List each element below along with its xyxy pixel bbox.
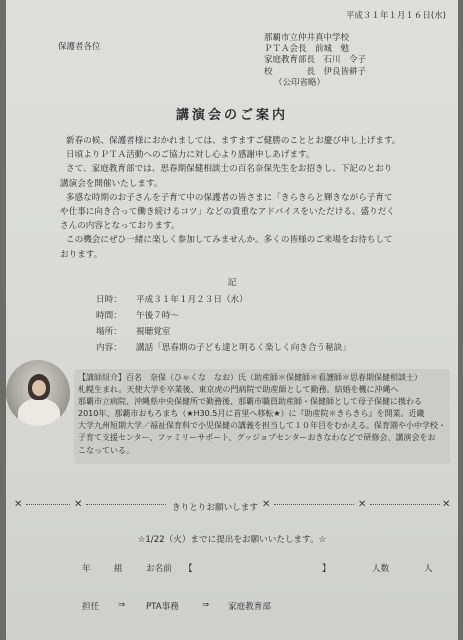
attendee-count-unit: 人 <box>424 564 433 574</box>
sender-line-dept: 家庭教育部長 石川 令子 <box>264 55 367 66</box>
detail-place: 場所： 視聴覚室 <box>96 327 171 337</box>
detail-content: 内容： 講話「思春期の子ども達と明るく楽しく向き合う秘訣」 <box>96 343 351 353</box>
name-field-bracket-open: 【 <box>184 564 193 574</box>
route-arrow-icon: ⇒ <box>202 600 210 610</box>
detail-time: 時間： 午後７時～ <box>96 311 179 321</box>
profile-line: 札幌生まれ。天使大学を卒業後、東京虎の門病院で助産師として勤務。結婚を機に沖縄へ <box>78 385 399 395</box>
name-field-bracket-close: 】 <box>322 564 331 574</box>
body-line: おります。 <box>60 249 103 260</box>
sender-line-principal: 校 長 伊良皆耕子 <box>264 66 367 77</box>
event-details <box>96 292 351 356</box>
profile-line: こなっている。 <box>78 445 134 455</box>
body-line: や仕事に向き合って働き続けるコツ」などの貴重なアドバイスをいただける、盛りだく <box>60 207 395 218</box>
document-page <box>6 0 458 640</box>
cut-mark-icon: ✕ <box>262 499 271 510</box>
sender-line-pta: ＰＴＡ会長 前城 勉 <box>264 44 350 55</box>
speaker-profile <box>78 372 450 457</box>
route-arrow-icon: ⇒ <box>118 600 126 610</box>
profile-line: 那覇市立病院、沖縄県中央保健所で勤務後、那覇市職員助産師・保健師として母子保健に携わる <box>78 397 422 407</box>
sender-line-seal: （公印省略） <box>274 77 326 88</box>
attendee-count-label: 人数 <box>372 564 390 574</box>
body-line: 新春の候、保護者様におかれましては、ますますご健勝のこととお慶び申し上げます。 <box>66 136 401 146</box>
class-field-label: 組 <box>114 564 123 574</box>
cut-mark-icon: ✕ <box>358 499 367 510</box>
body-line: この機会にぜひ一緒に楽しく参加してみませんか。多くの皆様のご来場をお待ちして <box>66 235 393 246</box>
body-line: 講演会を開催いたします。 <box>60 178 163 189</box>
profile-heading: 【講師紹介】百名 奈保（ひゃくな なお）氏（助産師＊保健師＊看護師＊思春期保健相談士） <box>78 373 422 382</box>
body-line: 日頃よりＰＴＡ活動へのご協力に対し心より感謝申しあげます。 <box>66 150 315 161</box>
cut-mark-icon: ✕ <box>14 499 23 510</box>
ki-marker: 記 <box>227 278 237 288</box>
speaker-photo <box>6 360 70 426</box>
recipient-line: 保護者各位 <box>58 42 101 52</box>
document-date: 平成３１年１月１６日(水) <box>345 11 446 21</box>
route-home-education-dept: 家庭教育部 <box>228 602 271 612</box>
profile-line: 2010年、那覇市おもろまち（★H30.5月に首里へ移転★）に『助産院＊きらきら』を開業。近畿 <box>78 409 425 419</box>
sender-block <box>264 33 366 89</box>
sender-line-school: 那覇市立仲井真中学校 <box>264 33 350 43</box>
name-field-label: お名前 <box>146 564 172 574</box>
cut-line-label: きりとりお願いします <box>172 503 258 513</box>
profile-line: 子育て支援センター、ファミリーサポート、グッジョブセンターおきなわなどで研修会、講演会をお <box>78 433 436 443</box>
profile-line: 大学九州短期大学／福祉保育科で小児保健の講義を担当して１０年目をむかえる。保育園や小中学校・ <box>78 421 446 431</box>
body-line: 多感な時期のお子さんを子育て中の保護者の皆さまに「きらきらと輝きながら子育て <box>66 192 393 203</box>
grade-field-label: 年 <box>82 564 91 574</box>
cut-mark-icon: ✕ <box>74 499 83 510</box>
document-title: 講演会のご案内 <box>175 108 288 123</box>
body-line: さて、家庭教育部では、思春期保健相談士の百名奈保先生をお招きし、下記のとおり <box>66 164 393 175</box>
body-text <box>60 134 446 262</box>
route-pta-office: PTA事務 <box>146 602 179 612</box>
cut-line <box>14 500 450 512</box>
cut-mark-icon: ✕ <box>442 499 451 510</box>
detail-date: 日時： 平成３１年１月２３日（水） <box>96 295 248 305</box>
submission-deadline: ☆1/22（火）までに提出をお願いいたします。☆ <box>137 535 327 545</box>
route-homeroom: 担任 <box>82 602 100 612</box>
body-line: さんの内容となっております。 <box>60 221 180 232</box>
